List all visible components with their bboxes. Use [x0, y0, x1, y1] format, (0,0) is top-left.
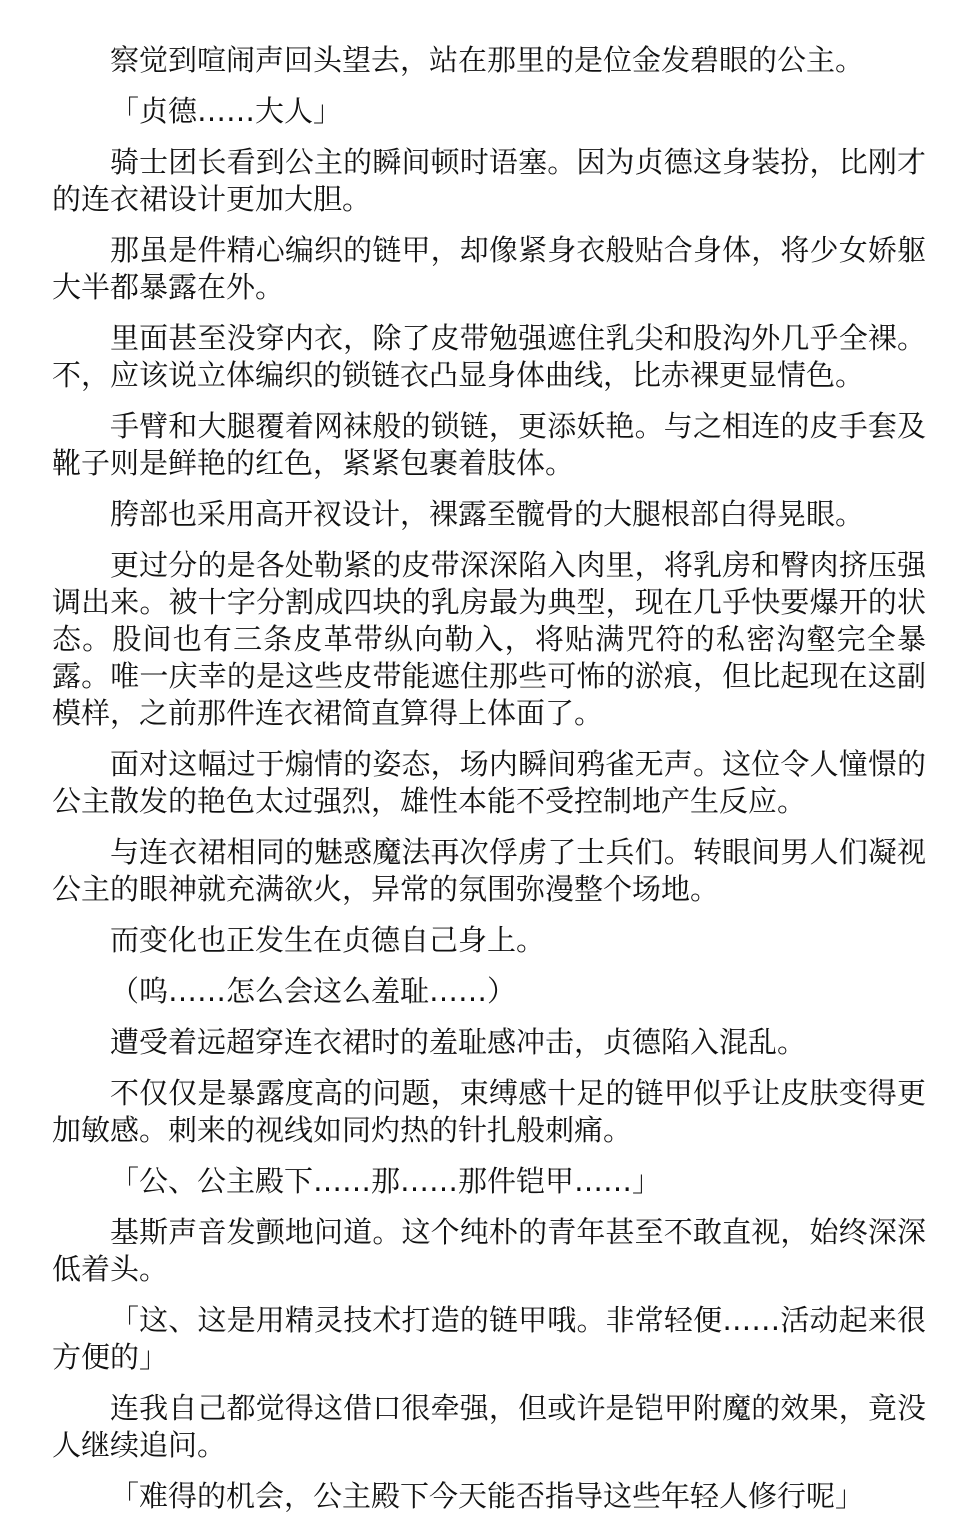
paragraph: 那虽是件精心编织的链甲，却像紧身衣般贴合身体，将少女娇躯大半都暴露在外。 [52, 233, 926, 304]
paragraph: 更过分的是各处勒紧的皮带深深陷入肉里，将乳房和臀肉挤压强调出来。被十字分割成四块的乳房最为典型，现在几乎快要爆开的状态。股间也有三条皮革带纵向勒入，将贴满咒符的私密沟壑完全暴露。唯一庆幸的是这些皮带能遮住那些可怖的淤痕，但比起现在这副模样，之前那件连衣裙简直算得上体面了。 [52, 548, 926, 730]
paragraph: 「这、这是用精灵技术打造的链甲哦。非常轻便……活动起来很方便的」 [52, 1303, 926, 1374]
paragraph: 遭受着远超穿连衣裙时的羞耻感冲击，贞德陷入混乱。 [110, 1025, 807, 1059]
paragraph: 手臂和大腿覆着网袜般的锁链，更添妖艳。与之相连的皮手套及靴子则是鲜艳的红色，紧紧包裹着肢体。 [52, 409, 926, 480]
paragraph: 里面甚至没穿内衣，除了皮带勉强遮住乳尖和股沟外几乎全裸。不，应该说立体编织的锁链衣凸显身体曲线，比赤裸更显情色。 [52, 321, 926, 392]
paragraph: 不仅仅是暴露度高的问题，束缚感十足的链甲似乎让皮肤变得更加敏感。刺来的视线如同灼热的针扎般刺痛。 [52, 1076, 926, 1147]
paragraph: 察觉到喧闹声回头望去，站在那里的是位金发碧眼的公主。 [110, 43, 865, 77]
paragraph: 基斯声音发颤地问道。这个纯朴的青年甚至不敢直视，始终深深低着头。 [52, 1215, 926, 1286]
paragraph: 「难得的机会，公主殿下今天能否指导这些年轻人修行呢」 [110, 1479, 865, 1513]
paragraph: 面对这幅过于煽情的姿态，场内瞬间鸦雀无声。这位令人憧憬的公主散发的艳色太过强烈，雄性本能不受控制地产生反应。 [52, 747, 926, 818]
paragraph: 与连衣裙相同的魅惑魔法再次俘虏了士兵们。转眼间男人们凝视公主的眼神就充满欲火，异常的氛围弥漫整个场地。 [52, 835, 926, 906]
paragraph: 「贞德……大人」 [110, 94, 343, 128]
paragraph: 而变化也正发生在贞德自己身上。 [110, 923, 546, 957]
paragraph: （呜……怎么会这么羞耻……） [110, 974, 517, 1008]
paragraph: 骑士团长看到公主的瞬间顿时语塞。因为贞德这身装扮，比刚才的连衣裙设计更加大胆。 [52, 145, 926, 216]
paragraph: 胯部也采用高开衩设计，裸露至髋骨的大腿根部白得晃眼。 [110, 497, 865, 531]
paragraph: 「公、公主殿下……那……那件铠甲……」 [110, 1164, 662, 1198]
paragraph: 连我自己都觉得这借口很牵强，但或许是铠甲附魔的效果，竟没人继续追问。 [52, 1391, 926, 1462]
document-page [52, 42, 926, 1529]
